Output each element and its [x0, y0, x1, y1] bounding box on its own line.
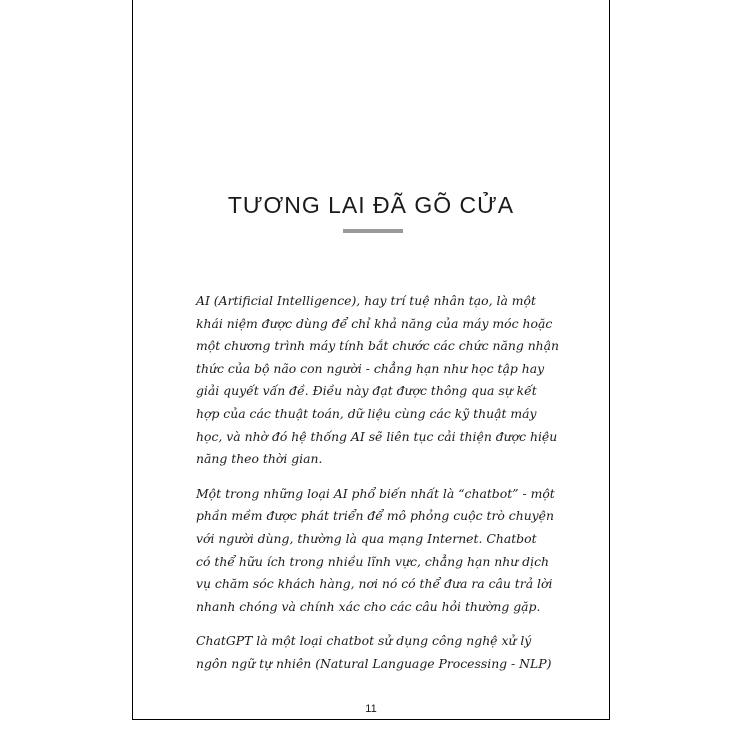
text-line: giải quyết vấn đề. Điều này đạt được thông qua sự kết — [196, 383, 537, 399]
text-line: ChatGPT là một loại chatbot sử dụng công nghệ xử lý — [196, 633, 532, 649]
body-text — [196, 290, 566, 688]
book-page — [132, 0, 610, 720]
text-line: khái niệm được dùng để chỉ khả năng của máy móc hoặc — [196, 315, 553, 331]
chapter-title: TƯƠNG LAI ĐÃ GÕ CỬA — [227, 192, 515, 218]
text-line: có thể hữu ích trong nhiều lĩnh vực, chẳng hạn như dịch — [196, 553, 549, 569]
text-line: AI (Artificial Intelligence), hay trí tuệ nhân tạo, là một — [196, 293, 536, 308]
text-line: với người dùng, thường là qua mạng Internet. Chatbot — [196, 530, 537, 546]
text-line: vụ chăm sóc khách hàng, nơi nó có thể đưa ra câu trả lời — [196, 576, 553, 592]
title-divider — [343, 229, 403, 233]
page-number: 11 — [365, 703, 377, 715]
text-line: học, và nhờ đó hệ thống AI sẽ liên tục cải thiện được hiệu — [196, 428, 558, 444]
text-line: một chương trình máy tính bắt chước các chức năng nhận — [196, 338, 560, 354]
text-line: thức của bộ não con người - chẳng hạn như học tập hay — [196, 360, 545, 376]
paragraph-1 — [196, 290, 566, 471]
paragraph-2 — [196, 483, 566, 619]
paragraph-3 — [196, 630, 566, 675]
text-line: hợp của các thuật toán, dữ liệu cùng các kỹ thuật máy — [196, 405, 537, 421]
text-line: phần mềm được phát triển để mô phỏng cuộc trò chuyện — [196, 508, 554, 524]
text-line: năng theo thời gian. — [196, 451, 323, 467]
text-line: Một trong những loại AI phổ biến nhất là “chatbot” - một — [196, 485, 555, 501]
text-line: nhanh chóng và chính xác cho các câu hỏi thường gặp. — [196, 598, 541, 614]
text-line: ngôn ngữ tự nhiên (Natural Language Processing - NLP) — [196, 655, 552, 671]
